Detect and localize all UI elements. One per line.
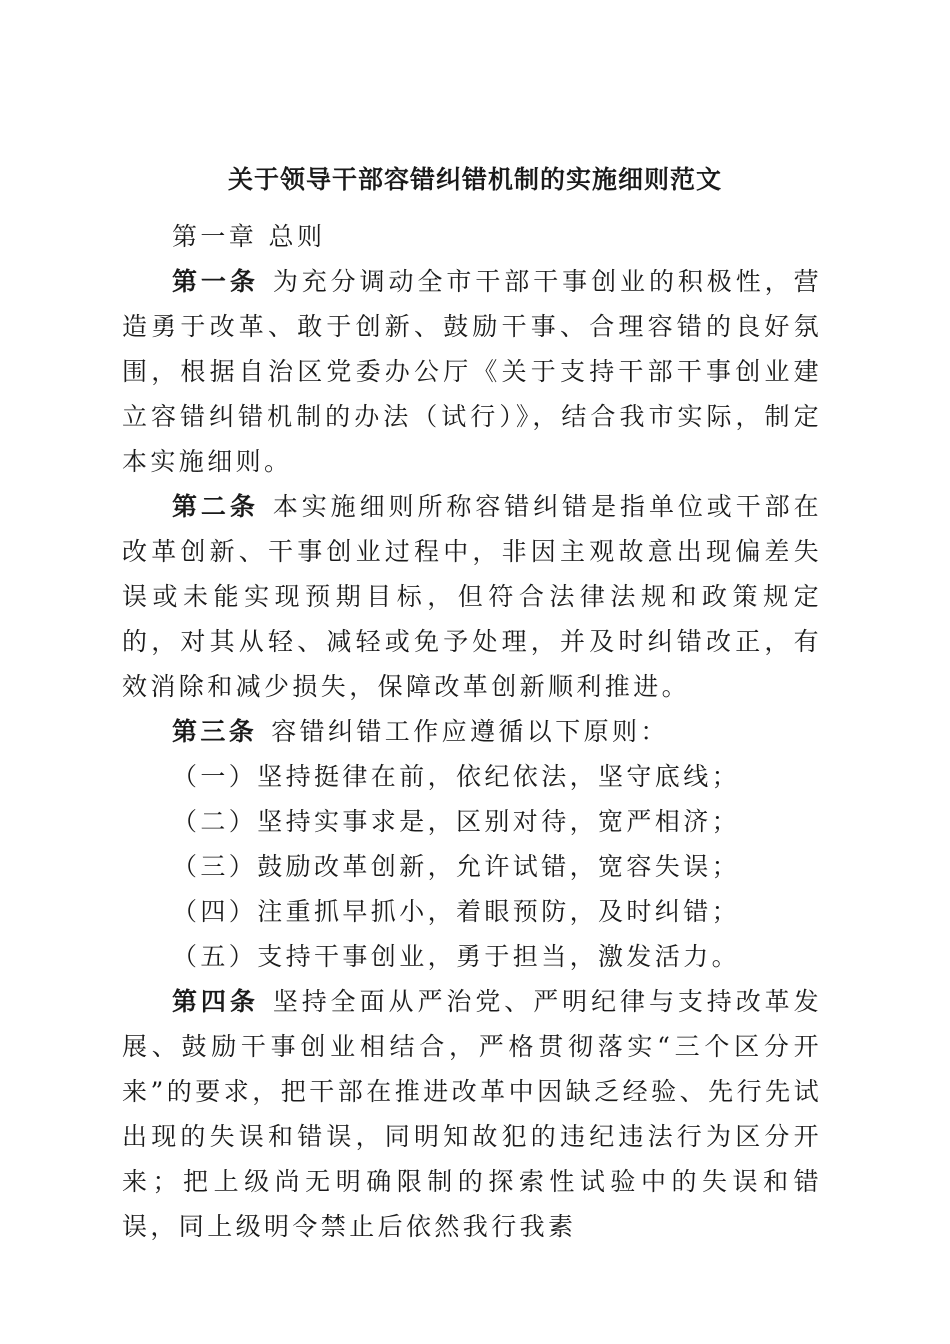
article-text: 本实施细则所称容错纠错是指单位或干部在改革创新、干事创业过程中，非因主观故意出现偏差失误或未能实现预期目标，但符合法律法规和政策规定的，对其从轻、减轻或免予处理，并及时纠错改正，有效消除和减少损失，保障改革创新顺利推进。 <box>122 492 823 701</box>
article-2 <box>122 484 822 709</box>
article-label: 第一条 <box>172 267 259 296</box>
article-label: 第四条 <box>172 987 259 1016</box>
principle-item: （三）鼓励改革创新，允许试错，宽容失误； <box>172 852 741 881</box>
article-label: 第三条 <box>172 717 258 746</box>
article-label: 第二条 <box>172 492 259 521</box>
principle-item: （二）坚持实事求是，区别对待，宽严相济； <box>172 807 741 836</box>
article-text: 为充分调动全市干部干事创业的积极性，营造勇于改革、敢于创新、鼓励干事、合理容错的良好氛围，根据自治区党委办公厅《关于支持干部干事创业建立容错纠错机制的办法（试行）》，结合我市实际，制定本实施细则。 <box>122 267 823 476</box>
article-text: 容错纠错工作应遵循以下原则： <box>271 717 669 746</box>
principle-item: （一）坚持挺律在前，依纪依法，坚守底线； <box>172 762 741 791</box>
chapter-heading: 第一章 总则 <box>172 222 326 251</box>
article-1 <box>122 259 822 484</box>
principle-item: （五）支持干事创业，勇于担当，激发活力。 <box>172 942 741 971</box>
document-title: 关于领导干部容错纠错机制的实施细则范文 <box>227 165 722 194</box>
article-4 <box>122 979 822 1249</box>
document-body <box>122 214 822 1249</box>
article-3 <box>122 709 822 754</box>
principle-item: （四）注重抓早抓小，着眼预防，及时纠错； <box>172 897 741 926</box>
article-text: 坚持全面从严治党、严明纪律与支持改革发展、鼓励干事创业相结合，严格贯彻落实“三个区分开来”的要求，把干部在推进改革中因缺乏经验、先行先试出现的失误和错误，同明知故犯的违纪违法行为区分开来；把上级尚无明确限制的探索性试验中的失误和错误，同上级明令禁止后依然我行我素 <box>122 987 823 1241</box>
